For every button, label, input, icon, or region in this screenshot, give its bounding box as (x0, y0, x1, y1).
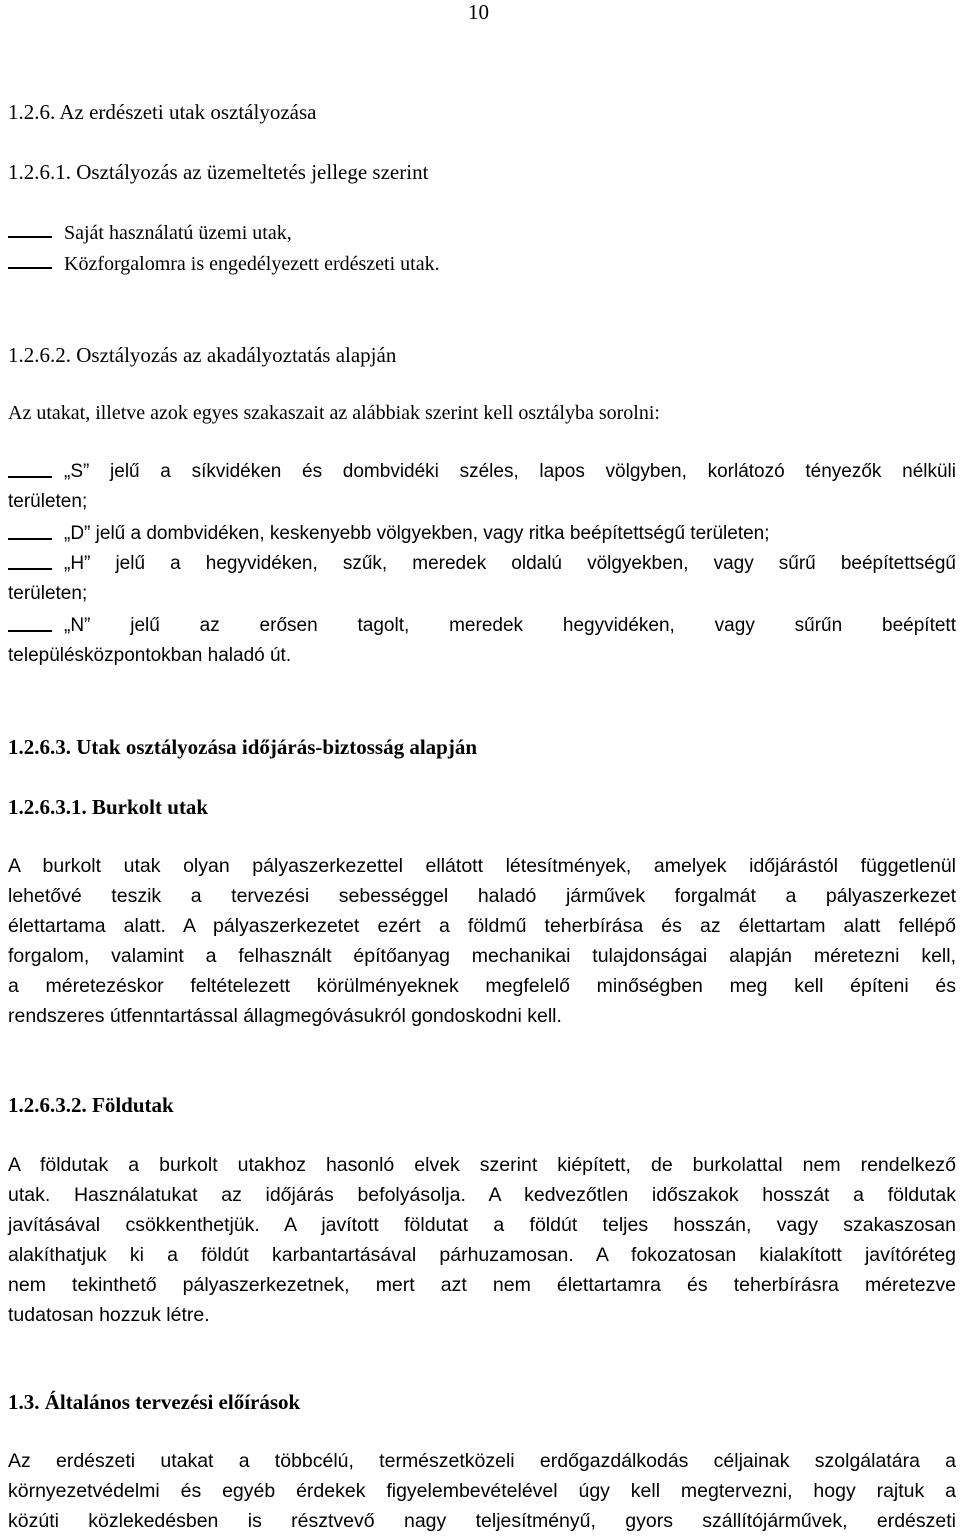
list-item-s (64, 461, 956, 491)
list-item-h (64, 553, 956, 583)
list-item-n (64, 615, 956, 645)
section-heading-1-2-6-3-2: 1.2.6.3.2. Földutak (8, 1093, 174, 1117)
paragraph-line: nem tekinthető pályaszerkezetnek, mert azt nem élettartamra és teherbírásra méretezve (8, 1274, 956, 1296)
paragraph-line: lehetővé teszik a tervezési sebességgel haladó járművek forgalmát a pályaszerkezet (8, 885, 956, 907)
paragraph-line: környezetvédelmi és egyéb érdekek figyelembevételével úgy kell megtervezni, hogy rajtuk a (8, 1480, 956, 1502)
paragraph-line: tudatosan hozzuk létre. (8, 1304, 210, 1326)
paragraph-line: alakíthatjuk ki a földút karbantartásával párhuzamosan. A fokozatosan kialakított javítóréteg (8, 1244, 956, 1266)
paragraph-line: rendszeres útfenntartással állagmegóvásukról gondoskodni kell. (8, 1005, 562, 1027)
list-item: Saját használatú üzemi utak, (64, 222, 292, 244)
section-heading-1-2-6-1: 1.2.6.1. Osztályozás az üzemeltetés jellege szerint (8, 160, 429, 184)
list-dash (8, 630, 52, 632)
list-line: „H” jelű a hegyvidéken, szűk, meredek oldalú völgyekben, vagy sűrű beépítettségű (64, 553, 956, 574)
section-heading-1-2-6-3: 1.2.6.3. Utak osztályozása időjárás-biztosság alapján (8, 735, 478, 759)
list-dash (8, 476, 52, 478)
list-dash (8, 538, 52, 540)
section-heading-1-2-6-3-1: 1.2.6.3.1. Burkolt utak (8, 795, 209, 819)
section-heading-1-2-6: 1.2.6. Az erdészeti utak osztályozása (8, 100, 317, 124)
list-line: „S” jelű a síkvidéken és dombvidéki széles, lapos völgyben, korlátozó tényezők nélküli (64, 461, 956, 482)
section-heading-1-2-6-2: 1.2.6.2. Osztályozás az akadályoztatás alapján (8, 343, 397, 367)
paragraph-line: javításával csökkenthetjük. A javított földutat a földút teljes hosszán, vagy szakaszosan (8, 1214, 956, 1236)
paragraph-line: közúti közlekedésben is résztvevő nagy teljesítményű, gyors szállítójárművek, erdészeti (8, 1510, 956, 1532)
list-item: Közforgalomra is engedélyezett erdészeti utak. (64, 253, 440, 275)
list-line: területen; (8, 491, 88, 512)
list-line: „N” jelű az erősen tagolt, meredek hegyvidéken, vagy sűrűn beépített (64, 615, 956, 636)
paragraph-line: forgalom, valamint a felhasznált építőanyag mechanikai tulajdonságai alapján méretezni kell, (8, 945, 956, 967)
list-item-d: „D” jelű a dombvidéken, keskenyebb völgyekben, vagy ritka beépítettségű területen; (64, 523, 770, 544)
list-dash (8, 236, 52, 238)
paragraph-line: Az erdészeti utakat a többcélú, természetközeli erdőgazdálkodás céljainak szolgálatára a (8, 1450, 956, 1472)
list-dash (8, 267, 52, 269)
paragraph-line: a méretezéskor feltételezett körülményeknek megfelelő minőségben meg kell építeni és (8, 975, 956, 997)
paragraph-altalanos (8, 1446, 956, 1536)
section-heading-1-3: 1.3. Általános tervezési előírások (8, 1390, 301, 1414)
paragraph-foldutak (8, 1150, 956, 1330)
intro-text: Az utakat, illetve azok egyes szakaszait az alábbiak szerint kell osztályba sorolni: (8, 402, 660, 424)
list-dash (8, 568, 52, 570)
paragraph-burkolt-utak (8, 851, 956, 1031)
paragraph-line: A földutak a burkolt utakhoz hasonló elvek szerint kiépített, de burkolattal nem rendelkező (8, 1154, 956, 1176)
paragraph-line: utak. Használatukat az időjárás befolyásolja. A kedvezőtlen időszakok hosszát a földutak (8, 1184, 956, 1206)
list-line: területen; (8, 583, 88, 604)
paragraph-line: élettartama alatt. A pályaszerkezetet ezért a földmű teherbírása és az élettartam alatt fellépő (8, 915, 956, 937)
paragraph-line: A burkolt utak olyan pályaszerkezettel ellátott létesítmények, amelyek időjárástól függetlenül (8, 855, 956, 877)
list-line: településközpontokban haladó út. (8, 645, 292, 666)
page-number: 10 (468, 0, 489, 24)
